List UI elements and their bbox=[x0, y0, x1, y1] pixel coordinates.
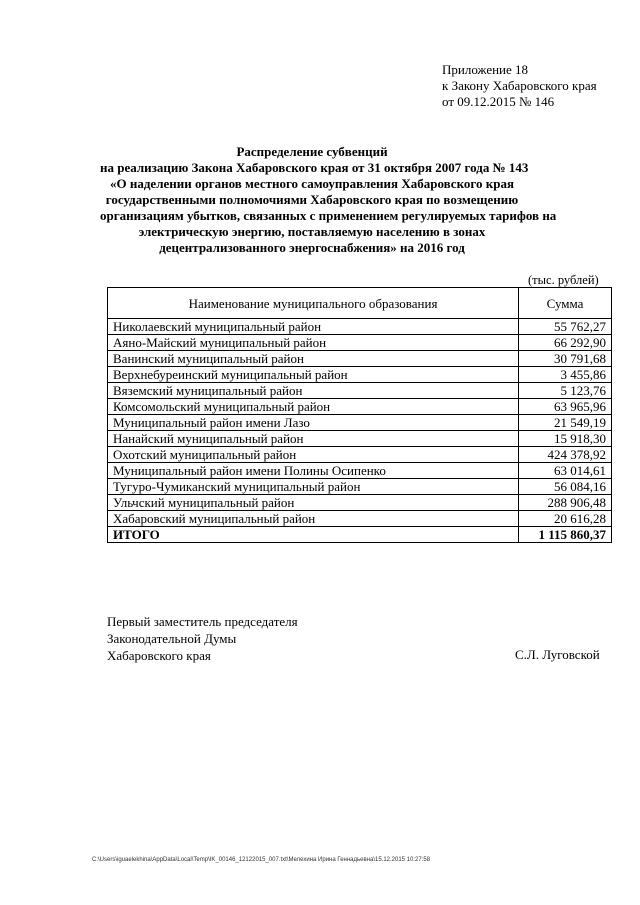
table-row bbox=[108, 463, 612, 479]
title-line-2: на реализацию Закона Хабаровского края от 31 октября 2007 года № 143 bbox=[100, 160, 529, 175]
distribution-table bbox=[107, 287, 612, 543]
row-name: Тугуро-Чумиканский муниципальный район bbox=[108, 479, 519, 495]
table-row bbox=[108, 511, 612, 527]
table-row bbox=[108, 495, 612, 511]
table-row bbox=[108, 351, 612, 367]
document-title bbox=[100, 144, 557, 256]
header-name: Наименование муниципального образования bbox=[108, 288, 519, 319]
total-row bbox=[108, 527, 612, 543]
row-name: Муниципальный район имени Лазо bbox=[108, 415, 519, 431]
row-amount: 63 965,96 bbox=[519, 399, 612, 415]
row-name: Комсомольский муниципальный район bbox=[108, 399, 519, 415]
row-amount: 30 791,68 bbox=[519, 351, 612, 367]
row-name: Ванинский муниципальный район bbox=[108, 351, 519, 367]
row-name: Вяземский муниципальный район bbox=[108, 383, 519, 399]
signer-name: С.Л. Луговской bbox=[515, 647, 600, 662]
table-row bbox=[108, 479, 612, 495]
title-line-4: государственными полномочиями Хабаровского края по возмещению bbox=[105, 192, 519, 207]
file-path-footer: C:\Users\iguaelekhina\AppData\Local\Temp\IK_00146_12122015_007.txt\Мелехина Ирина Геннадьевна\15.12.2015 10:27:58 bbox=[92, 857, 431, 863]
table-row bbox=[108, 415, 612, 431]
signature-block bbox=[107, 613, 298, 664]
row-amount: 56 084,16 bbox=[519, 479, 612, 495]
row-amount: 15 918,30 bbox=[519, 431, 612, 447]
appendix-block bbox=[442, 62, 597, 110]
row-amount: 424 378,92 bbox=[519, 447, 612, 463]
row-name: Верхнебуреинский муниципальный район bbox=[108, 367, 519, 383]
table-row bbox=[108, 383, 612, 399]
appendix-date: от 09.12.2015 № 146 bbox=[442, 94, 555, 109]
table-row bbox=[108, 367, 612, 383]
row-amount: 5 123,76 bbox=[519, 383, 612, 399]
table-row bbox=[108, 399, 612, 415]
row-amount: 288 906,48 bbox=[519, 495, 612, 511]
total-label: ИТОГО bbox=[108, 527, 519, 543]
title-line-6: электрическую энергию, поставляемую населению в зонах bbox=[138, 224, 486, 239]
table-row bbox=[108, 335, 612, 351]
total-amount: 1 115 860,37 bbox=[519, 527, 612, 543]
signature-position-1: Первый заместитель председателя bbox=[107, 614, 298, 629]
table-row bbox=[108, 319, 612, 335]
title-line-5: организациям убытков, связанных с применением регулируемых тарифов на bbox=[100, 208, 557, 223]
appendix-number: Приложение 18 bbox=[442, 62, 529, 77]
title-line-3: «О наделении органов местного самоуправления Хабаровского края bbox=[110, 176, 514, 191]
unit-label: (тыс. рублей) bbox=[528, 273, 599, 287]
row-amount: 21 549,19 bbox=[519, 415, 612, 431]
row-name: Николаевский муниципальный район bbox=[108, 319, 519, 335]
header-amount: Сумма bbox=[519, 288, 612, 319]
signature-position-3: Хабаровского края bbox=[107, 648, 211, 663]
appendix-law: к Закону Хабаровского края bbox=[442, 78, 597, 93]
row-name: Хабаровский муниципальный район bbox=[108, 511, 519, 527]
table-header-row bbox=[108, 288, 612, 319]
row-amount: 55 762,27 bbox=[519, 319, 612, 335]
row-name: Муниципальный район имени Полины Осипенко bbox=[108, 463, 519, 479]
signature-position-2: Законодательной Думы bbox=[107, 631, 237, 646]
row-amount: 63 014,61 bbox=[519, 463, 612, 479]
title-line-1: Распределение субвенций bbox=[236, 144, 388, 159]
table-row bbox=[108, 431, 612, 447]
title-line-7: децентрализованного энергоснабжения» на 2016 год bbox=[159, 240, 465, 255]
row-name: Аяно-Майский муниципальный район bbox=[108, 335, 519, 351]
table-row bbox=[108, 447, 612, 463]
row-amount: 66 292,90 bbox=[519, 335, 612, 351]
row-amount: 3 455,86 bbox=[519, 367, 612, 383]
row-name: Охотский муниципальный район bbox=[108, 447, 519, 463]
row-name: Ульчский муниципальный район bbox=[108, 495, 519, 511]
row-amount: 20 616,28 bbox=[519, 511, 612, 527]
row-name: Нанайский муниципальный район bbox=[108, 431, 519, 447]
